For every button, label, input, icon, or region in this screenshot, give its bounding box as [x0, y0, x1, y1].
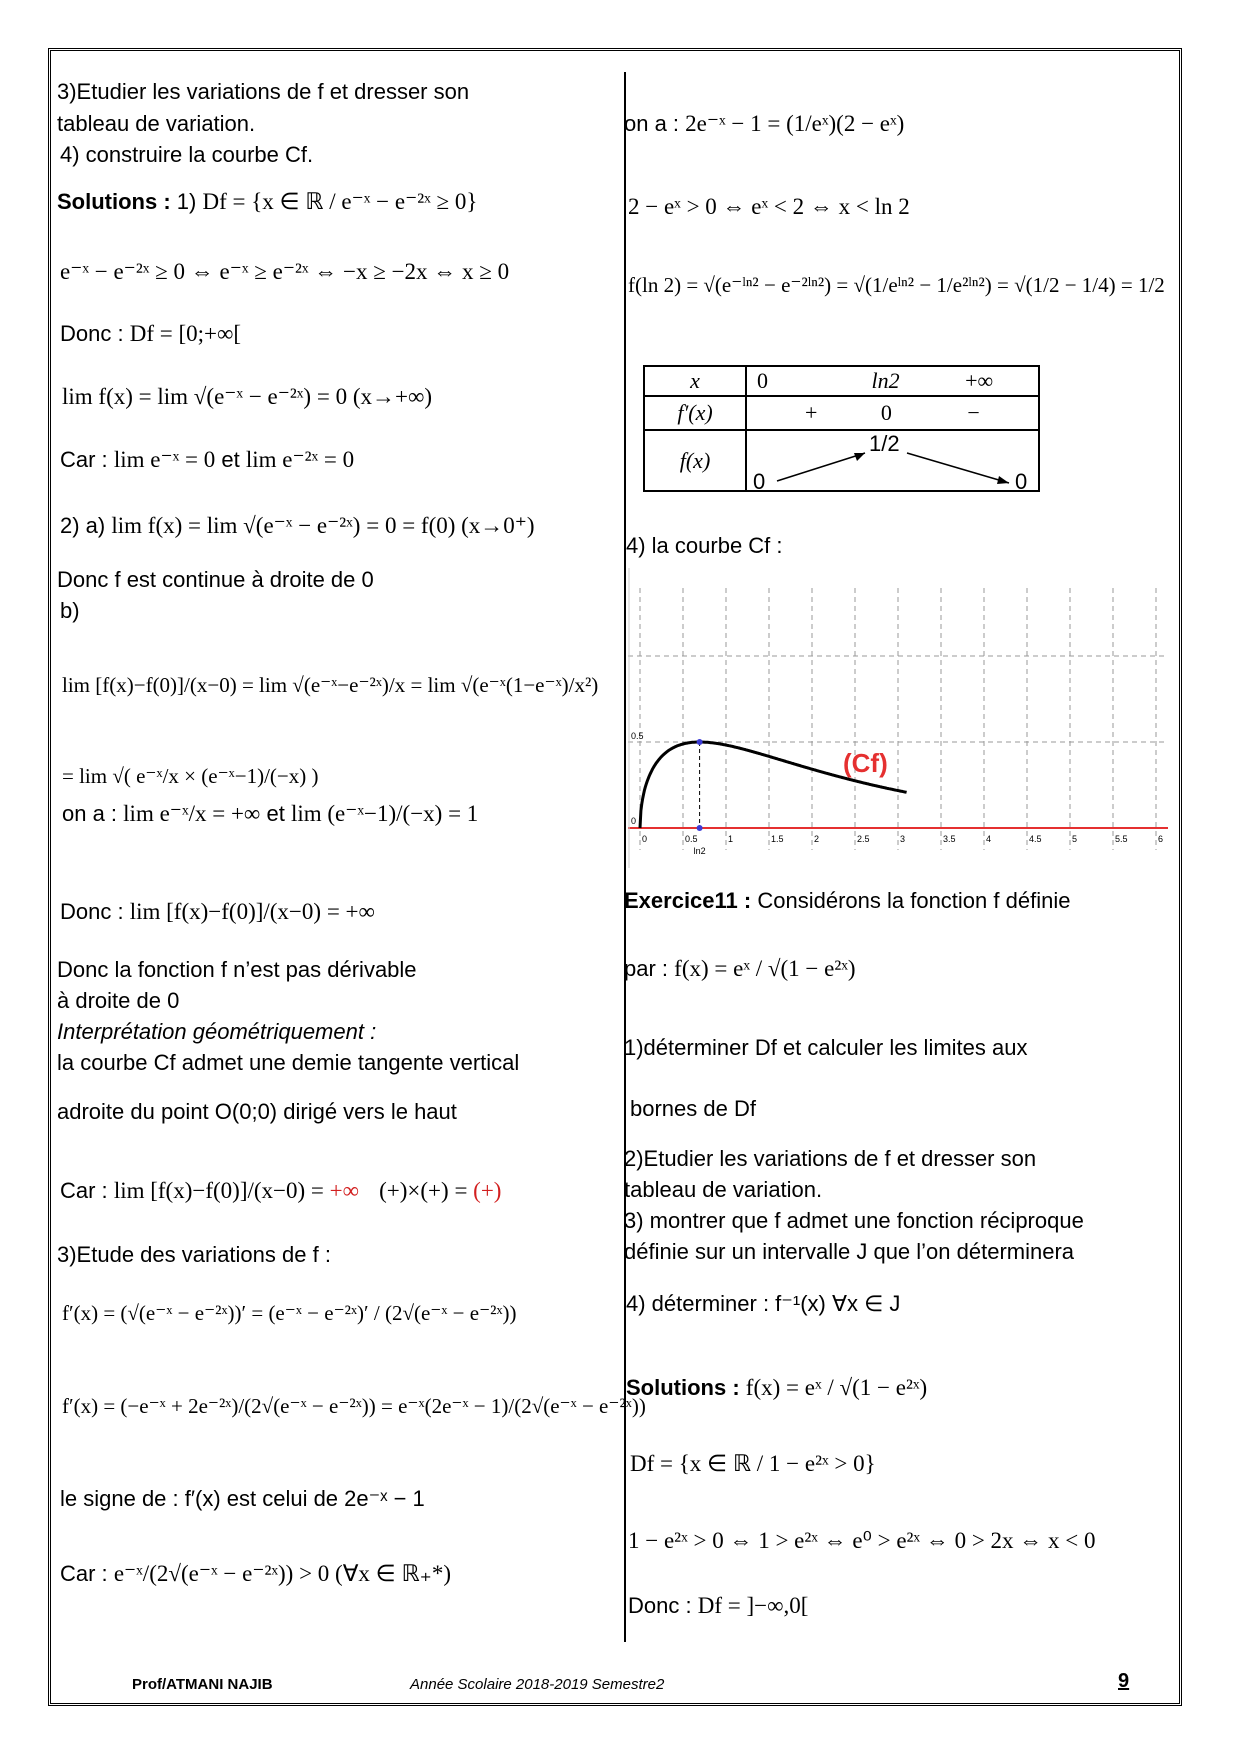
on-a-row	[62, 800, 478, 827]
ln2-tick-label: ln2	[693, 846, 706, 856]
curve-title: 4) la courbe Cf :	[626, 533, 783, 558]
donc-label: Donc :	[60, 321, 124, 346]
table-f-values	[746, 430, 1039, 491]
ex11-solutions-label: Solutions :	[626, 1375, 740, 1400]
max-point	[697, 739, 703, 745]
ln2-point	[697, 825, 703, 831]
domain-result-row	[60, 320, 241, 347]
x-tick-label: 5.5	[1115, 834, 1128, 844]
car2-plus: (+)	[473, 1178, 502, 1203]
variation-table	[643, 365, 1040, 492]
on-a-label: on a :	[62, 801, 118, 826]
limit-infinity: lim f(x) = lim √(e⁻ˣ − e⁻²ˣ) = 0 (x→+∞)	[62, 384, 432, 409]
table-fprime-values	[746, 396, 1039, 430]
footer-author: Prof/ATMANI NAJIB	[132, 1676, 273, 1693]
ex11-question-4: 4) déterminer : f⁻¹(x) ∀x ∈ J	[626, 1291, 901, 1316]
table-f-end: 0	[1015, 469, 1028, 492]
table-x-header: x	[644, 366, 746, 396]
ex11-question-1: 1)déterminer Df et calculer les limites aux	[624, 1035, 1028, 1060]
table-xln2: ln2	[871, 368, 900, 393]
car-limit-2: lim e⁻²ˣ = 0	[245, 447, 355, 472]
table-plus: +	[805, 400, 818, 425]
interpretation-line2: adroite du point O(0;0) dirigé vers le haut	[57, 1099, 457, 1124]
x-tick-label: 0.5	[685, 834, 698, 844]
interpretation-line1: la courbe Cf admet une demie tangente vertical	[57, 1050, 520, 1075]
car-row	[60, 446, 354, 473]
ex11-question-2-line1: 2)Etudier les variations de f et dresser son	[624, 1146, 1037, 1171]
car-limit-1: lim e⁻ˣ = 0	[113, 447, 216, 472]
derivative-formula-1: f′(x) = (√(e⁻ˣ − e⁻²ˣ))′ = (e⁻ˣ − e⁻²ˣ)′ / (2√(e⁻ˣ − e⁻²ˣ))	[62, 1301, 517, 1325]
ex11-donc-label: Donc :	[628, 1593, 692, 1618]
car3-positive: e⁻ˣ/(2√(e⁻ˣ − e⁻²ˣ)) > 0 (∀x ∈ ℝ₊*)	[113, 1561, 451, 1586]
function-curve-chart	[628, 568, 1188, 868]
interpretation-title: Interprétation géométriquement :	[57, 1019, 377, 1044]
exercise-11-par-row	[624, 955, 856, 982]
x-tick-label: 1.5	[771, 834, 784, 844]
ex11-domain-definition: Df = {x ∈ ℝ / 1 − e²ˣ > 0}	[630, 1451, 876, 1476]
right-on-a-label: on a :	[624, 111, 680, 136]
car2-row	[60, 1177, 501, 1204]
exercise-11-label: Exercice11 :	[624, 888, 752, 913]
donc-limit: lim [f(x)−f(0)]/(x−0) = +∞	[129, 899, 375, 924]
solutions-label: Solutions :	[57, 189, 171, 214]
x-tick-label: 2.5	[857, 834, 870, 844]
page-number: 9	[1118, 1670, 1130, 1692]
arrow-up-line	[777, 453, 865, 481]
inequality-chain: e⁻ˣ − e⁻²ˣ ≥ 0 ⇔ e⁻ˣ ≥ e⁻²ˣ ⇔ −x ≥ −2x ⇔ x ≥ 0	[60, 259, 510, 284]
solutions-row	[57, 188, 477, 215]
table-f-start: 0	[753, 469, 766, 492]
et-label: et	[221, 447, 240, 472]
domain-result: Df = [0;+∞[	[129, 321, 242, 346]
x-tick-label: 6	[1158, 834, 1164, 844]
curve-label: (Cf)	[843, 748, 888, 778]
y-tick-label: 0	[631, 816, 637, 826]
not-derivable-line2: à droite de 0	[57, 988, 180, 1013]
continuity-statement: Donc f est continue à droite de 0	[57, 567, 374, 592]
question-3-line1: 3)Etudier les variations de f et dresser son	[57, 79, 470, 104]
et-label-2: et	[266, 801, 285, 826]
exercise-11-row	[624, 887, 1070, 914]
car3-row	[60, 1560, 451, 1587]
x-tick-label: 3.5	[943, 834, 956, 844]
car2-infinity: +∞	[329, 1178, 360, 1203]
car-label: Car :	[60, 447, 108, 472]
right-inequality: 2 − eˣ > 0 ⇔ eˣ < 2 ⇔ x < ln 2	[628, 194, 910, 219]
exercise-11-function: f(x) = eˣ / √(1 − e²ˣ)	[674, 956, 856, 981]
variation-arrows	[747, 431, 1039, 492]
ex11-domain-result: Df = ]−∞,0[	[697, 1593, 809, 1618]
table-zero: 0	[880, 400, 892, 425]
ex11-question-2-line2: tableau de variation.	[624, 1177, 823, 1202]
derivative-formula-2: f′(x) = (−e⁻ˣ + 2e⁻²ˣ)/(2√(e⁻ˣ − e⁻²ˣ)) = e⁻ˣ(2e⁻ˣ − 1)/(2√(e⁻ˣ − e⁻²ˣ))	[62, 1394, 646, 1418]
question-2a-prefix: 2) a)	[60, 513, 106, 538]
par-label: par :	[624, 956, 669, 981]
y-tick-label: 0.5	[631, 731, 644, 741]
domain-definition: Df = {x ∈ ℝ / e⁻ˣ − e⁻²ˣ ≥ 0}	[202, 189, 478, 214]
ex11-question-1b: bornes de Df	[630, 1096, 756, 1121]
ex11-question-3-line2: définie sur un intervalle J que l’on déterminera	[624, 1239, 1075, 1264]
car2-signs: (+)×(+) =	[379, 1178, 474, 1203]
derivative-limit-1: lim [f(x)−f(0)]/(x−0) = lim √(e⁻ˣ−e⁻²ˣ)/x = lim √(e⁻ˣ(1−e⁻ˣ)/x²)	[62, 673, 599, 697]
x-tick-label: 5	[1072, 834, 1078, 844]
x-tick-label: 4.5	[1029, 834, 1042, 844]
not-derivable-line1: Donc la fonction f n’est pas dérivable	[57, 957, 417, 982]
limit-a: lim e⁻ˣ/x = +∞	[123, 801, 261, 826]
table-x-values	[746, 366, 1039, 396]
ex11-domain-row	[628, 1592, 808, 1619]
exercise-11-text: Considérons la fonction f définie	[757, 888, 1071, 913]
ex11-inequality: 1 − e²ˣ > 0 ⇔ 1 > e²ˣ ⇔ e⁰ > e²ˣ ⇔ 0 > 2x ⇔ x < 0	[628, 1528, 1096, 1553]
car-label-2: Car :	[60, 1178, 108, 1203]
car-label-3: Car :	[60, 1561, 108, 1586]
x-tick-label: 1	[728, 834, 734, 844]
ex11-solutions-function: f(x) = eˣ / √(1 − e²ˣ)	[745, 1375, 928, 1400]
arrow-down-line	[907, 453, 1009, 483]
sign-statement: le signe de : f′(x) est celui de 2e⁻ˣ − 1	[60, 1486, 425, 1511]
car2-limit: lim [f(x)−f(0)]/(x−0) =	[113, 1178, 330, 1203]
limit-b: lim (e⁻ˣ−1)/(−x) = 1	[290, 801, 479, 826]
question-3-line2: tableau de variation.	[57, 111, 256, 136]
arrow-up-head	[854, 453, 865, 461]
derivative-limit-2: = lim √( e⁻ˣ/x × (e⁻ˣ−1)/(−x) )	[62, 764, 319, 788]
right-on-a-row	[624, 110, 904, 137]
table-minus: −	[967, 400, 980, 425]
right-on-a-equation: 2e⁻ˣ − 1 = (1/eˣ)(2 − eˣ)	[685, 111, 905, 136]
question-2a-limit: lim f(x) = lim √(e⁻ˣ − e⁻²ˣ) = 0 = f(0) (x→0⁺)	[111, 513, 535, 538]
ex11-solutions-row	[626, 1374, 927, 1401]
x-tick-label: 3	[900, 834, 906, 844]
arrow-down-head	[997, 476, 1009, 484]
table-f-header: f(x)	[644, 430, 746, 491]
table-f-max: 1/2	[869, 431, 900, 456]
part-b-label: b)	[60, 598, 80, 623]
x-tick-label: 0	[642, 834, 648, 844]
question-4: 4) construire la courbe Cf.	[60, 142, 314, 167]
donc-label-2: Donc :	[60, 899, 124, 924]
solution-1-prefix: 1)	[176, 189, 197, 214]
table-fprime-header: f′(x)	[644, 396, 746, 430]
f-ln2-computation: f(ln 2) = √(e⁻ˡⁿ² − e⁻²ˡⁿ²) = √(1/eˡⁿ² − 1/e²ˡⁿ²) = √(1/2 − 1/4) = 1/2	[628, 273, 1165, 297]
x-tick-label: 4	[986, 834, 992, 844]
ex11-question-3-line1: 3) montrer que f admet une fonction réciproque	[624, 1208, 1084, 1233]
x-tick-label: 2	[814, 834, 820, 844]
question-2a-row	[60, 512, 535, 539]
table-x0: 0	[757, 368, 768, 393]
footer-year: Année Scolaire 2018-2019 Semestre2	[410, 1676, 665, 1693]
table-xinf: +∞	[965, 368, 994, 393]
donc-limit-row	[60, 898, 375, 925]
variations-title: 3)Etude des variations de f :	[57, 1242, 331, 1267]
